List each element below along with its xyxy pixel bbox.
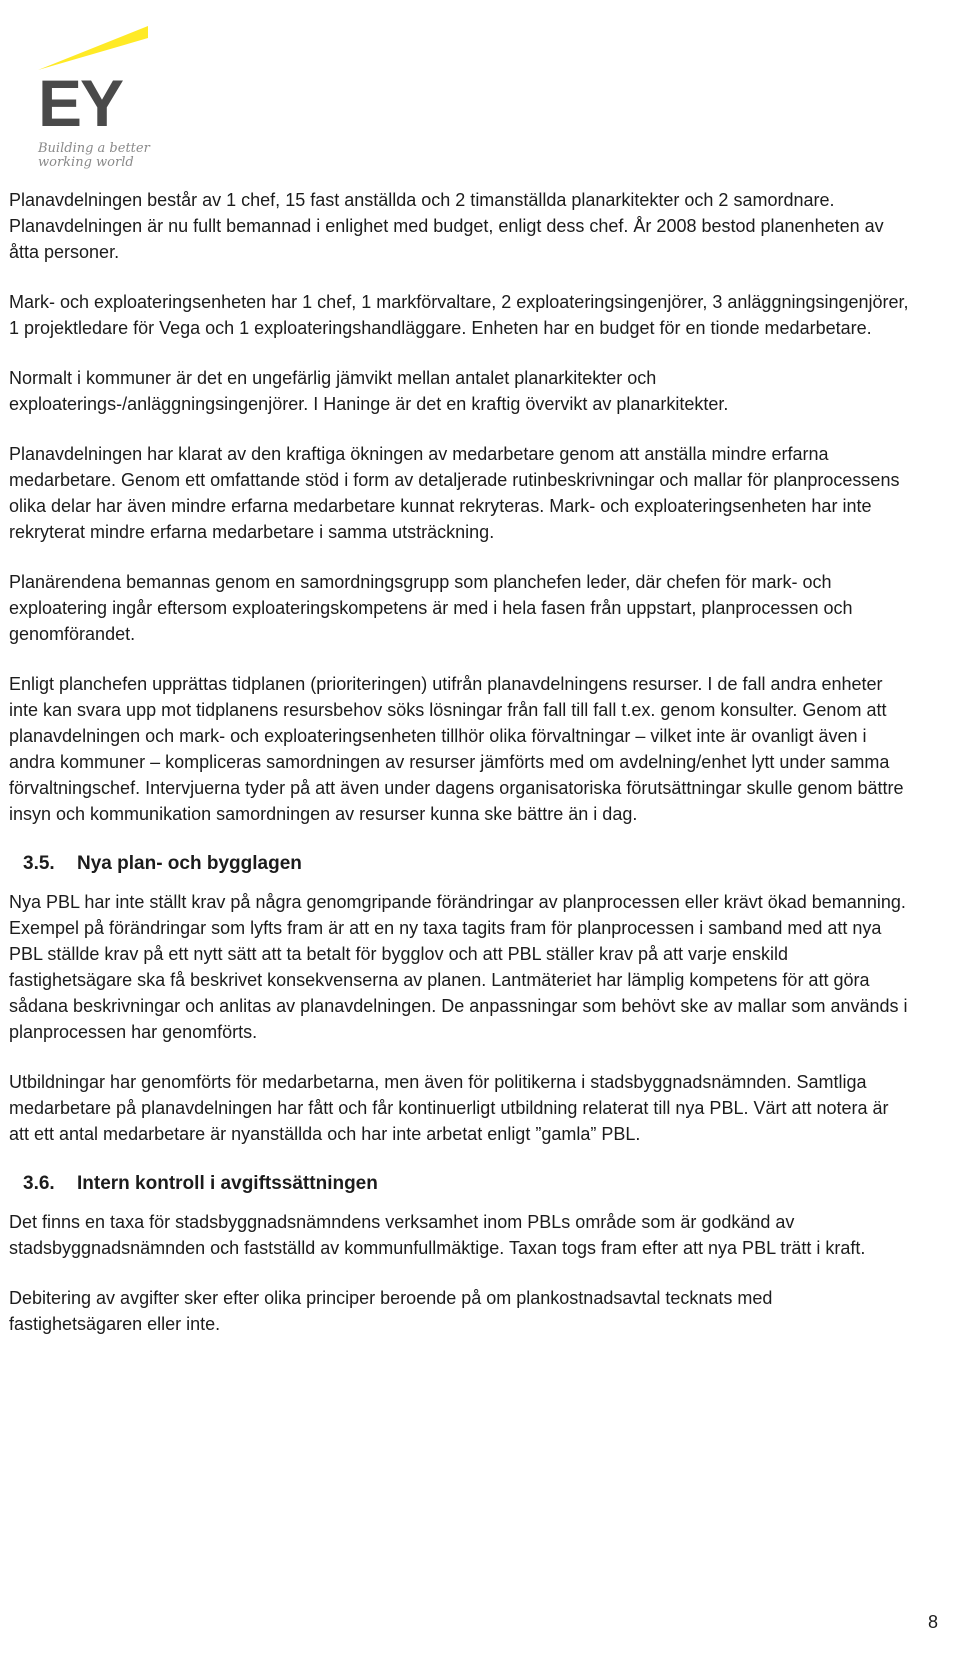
section-number: 3.6.: [23, 1173, 55, 1194]
paragraph: Planavdelningen har klarat av den kraftiga ökningen av medarbetare genom att anställa mindre erfarna medarbetare. Genom ett omfattande stöd i form av detaljerade rutinbeskrivningar och mallar för planprocessens olika delar har även mindre erfarna medarbetare kunnat rekryteras. Mark- och exploateringsenheten har inte rekryterat mindre erfarna medarbetare i samma utsträckning.: [9, 444, 900, 542]
section-heading-3-5: [23, 851, 909, 877]
section-number: 3.5.: [23, 853, 55, 874]
paragraph: Nya PBL har inte ställt krav på några genomgripande förändringar av planprocessen eller krävt ökad bemanning. Exempel på förändringar som lyfts fram är att en ny taxa tagits fram för planprocessen i samband med att nya PBL ställde krav på ett nytt sätt att ta betalt för bygglov och att PBL ställer krav på att varje enskild fastighetsägare ska få beskrivet konsekvenserna av planen. Lantmäteriet har lämplig kompetens för att göra sådana beskrivningar och anlitas av planavdelningen. De anpassningar som behövt ske av mallar som används i planprocessen har genomförts.: [9, 892, 908, 1042]
paragraph: Planärendena bemannas genom en samordningsgrupp som planchefen leder, där chefen för mark- och exploatering ingår eftersom exploateringskompetens är med i hela fasen från uppstart, planprocessen och genomförandet.: [9, 572, 853, 644]
paragraph: Debitering av avgifter sker efter olika principer beroende på om plankostnadsavtal tecknats med fastighetsägaren eller inte.: [9, 1288, 773, 1334]
ey-logo-text: EY: [38, 66, 123, 140]
page-number: 8: [927, 1612, 938, 1632]
paragraph: Normalt i kommuner är det en ungefärlig jämvikt mellan antalet planarkitekter och exploaterings-/anläggningsingenjörer. I Haninge är det en kraftig övervikt av planarkitekter.: [9, 368, 729, 414]
section-heading-3-6: [23, 1171, 909, 1197]
paragraph: Enligt planchefen upprättas tidplanen (prioriteringen) utifrån planavdelningens resurser. I de fall andra enheter inte kan svara upp mot tidplanens resursbehov söks lösningar från fall till fall t.ex. genom konsulter. Genom att planavdelningen och mark- och exploateringsenheten tillhör olika förvaltningar – vilket inte är ovanligt även i andra kommuner – kompliceras samordningen av resurser jämförts med om avdelning/enhet lytt under samma förvaltningschef. Intervjuerna tyder på att även under dagens organisatoriska förutsättningar skulle genom bättre insyn och kommunikation samordningen av resurser kunna ske bättre än i dag.: [9, 674, 904, 824]
ey-tagline-line1: Building a better: [38, 141, 150, 156]
document-body: [9, 187, 909, 1361]
paragraph: Utbildningar har genomförts för medarbetarna, men även för politikerna i stadsbyggnadsnämnden. Samtliga medarbetare på planavdelningen har fått och får kontinuerligt utbildning relaterat till nya PBL. Värt att notera är att ett antal medarbetare är nyanställda och har inte arbetat enligt ”gamla” PBL.: [9, 1072, 889, 1144]
ey-logo: [8, 8, 178, 178]
section-title: Intern kontroll i avgiftssättningen: [77, 1173, 378, 1194]
paragraph: Mark- och exploateringsenheten har 1 chef, 1 markförvaltare, 2 exploateringsingenjörer, 3 anläggningsingenjörer, 1 projektledare för Vega och 1 exploateringshandläggare. Enheten har en budget för en tionde medarbetare.: [9, 292, 909, 338]
ey-tagline: [38, 142, 150, 170]
paragraph: Planavdelningen består av 1 chef, 15 fast anställda och 2 timanställda planarkitekter och 2 samordnare. Planavdelningen är nu fullt bemannad i enlighet med budget, enligt dess chef. År 2008 bestod planenheten av åtta personer.: [9, 190, 884, 262]
section-title: Nya plan- och bygglagen: [77, 853, 302, 874]
paragraph: Det finns en taxa för stadsbyggnadsnämndens verksamhet inom PBLs område som är godkänd av stadsbyggnadsnämnden och fastställd av kommunfullmäktige. Taxan togs fram efter att nya PBL trätt i kraft.: [9, 1212, 866, 1258]
ey-tagline-line2: working world: [38, 155, 134, 170]
